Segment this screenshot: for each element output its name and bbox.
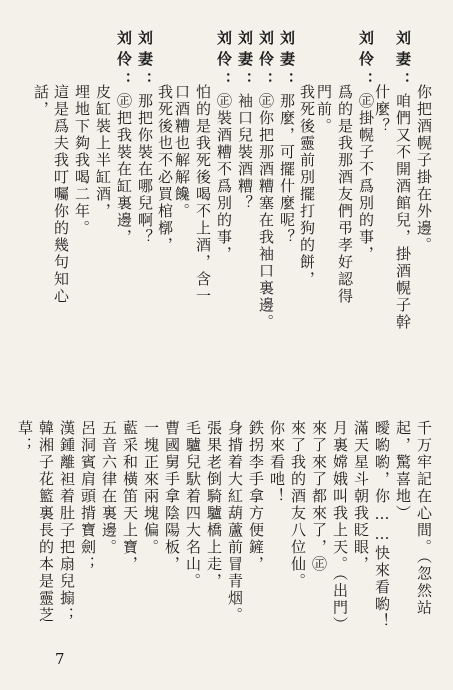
text-column: 韓湘子花籃裏長的本是靈芝: [37, 420, 55, 624]
text-column: 口酒糟也解解饞。: [173, 84, 191, 220]
text-column: 藍采和橫笛天上寶，: [121, 420, 139, 573]
text-column: 毛驢兒馱着四大名山。: [184, 420, 202, 590]
text-column: 五音六律在裏邊。: [100, 420, 118, 556]
text-column: 草；: [16, 420, 34, 454]
text-column: 我死後也不必買棺槨，: [156, 84, 174, 254]
text-column: 怕的是我死後喝不上酒，含一: [194, 84, 212, 305]
text-column: 什麼？: [373, 84, 391, 135]
text-column: 你來看吔！: [268, 420, 286, 505]
text-column: 月裏嫦娥叫我上天。（出門）: [331, 420, 349, 634]
text-column: 話，: [32, 84, 50, 118]
text-column: 鉄拐李手拿方便鏟，: [247, 420, 265, 573]
text-column: 張果老倒騎驢橋上走，: [205, 420, 223, 590]
text-column: 一塊正來兩塊偏。: [142, 420, 160, 556]
text-column: 刘伶：㊣掛幌子不爲別的事，: [357, 30, 375, 263]
text-column: 這是爲夫我叮囑你的幾句知心: [52, 84, 70, 305]
text-column: 曖喲喲，你……快來看喲！: [373, 420, 391, 630]
text-column: 刘妻：咱們又不開酒館兒，掛酒幌子幹: [394, 30, 412, 331]
text-column: 滿天星斗朝我眨眼，: [352, 420, 370, 573]
text-column: 刘妻：那把你裝在哪兒啊？: [136, 30, 154, 246]
text-column: 來了來了都來了，㊣: [310, 420, 328, 573]
text-column: 你把酒幌子掛在外邊。: [415, 84, 433, 254]
text-column: 千万牢記在心間。（忽然站: [415, 420, 433, 617]
text-column: 來了我的酒友八位仙。: [289, 420, 307, 590]
text-column: 漢鍾離袒着肚子把扇兒搧；: [58, 420, 76, 624]
text-column: 刘伶：㊣裝酒糟不爲別的事，: [215, 30, 233, 263]
text-column: 刘伶：㊣你把那酒糟塞在我袖口裏邊。: [257, 30, 275, 331]
page-number: 7: [55, 650, 65, 668]
text-column: 爲的是我那酒友們弔孝好認得: [336, 84, 354, 305]
text-column: 呂洞賓肩頭揹寶劍；: [79, 420, 97, 573]
text-column: 曹國舅手拿陰陽板，: [163, 420, 181, 573]
text-column: 我死後靈前別擺打狗的餅，: [298, 84, 316, 288]
text-column: 埋地下夠我喝二年。: [73, 84, 91, 237]
text-column: 門前。: [315, 84, 333, 135]
text-column: 皮缸裝上半缸酒，: [94, 84, 112, 220]
text-column: 刘妻：袖口兒裝酒糟？: [236, 30, 254, 212]
text-column: 身揹着大紅葫蘆前冒青烟。: [226, 420, 244, 624]
text-column: 起，驚喜地）: [394, 420, 412, 522]
text-column: 刘妻：那麼，可擺什麼呢？: [278, 30, 296, 246]
text-column: 刘伶：㊣把我裝在缸裏邊，: [115, 30, 133, 246]
